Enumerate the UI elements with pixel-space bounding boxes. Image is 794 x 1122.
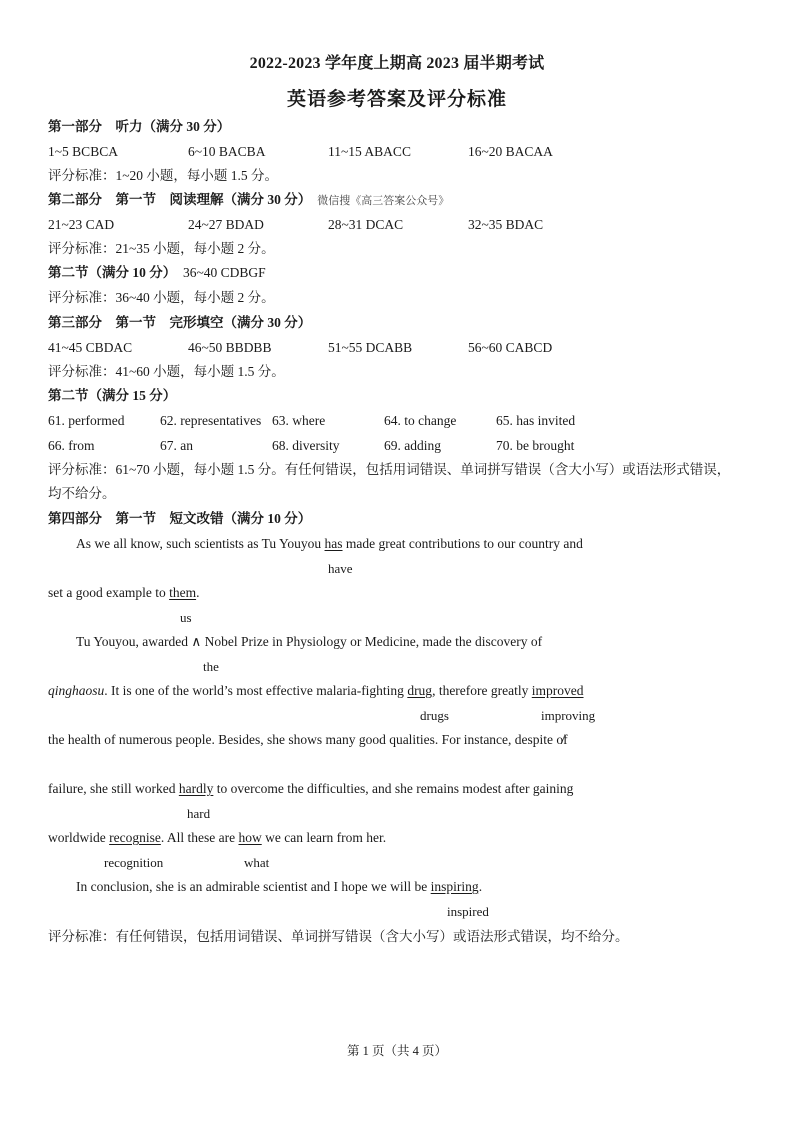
answer-group: 28~31 DCAC — [328, 217, 404, 232]
answer-group: 46~50 BBDBB — [188, 340, 272, 355]
passage-text: In conclusion, she is an admirable scientist and I hope we will be — [76, 879, 431, 894]
part2-heading-row — [48, 191, 449, 210]
part4-heading: 第四部分 第一节 短文改错（满分 10 分） — [48, 511, 312, 526]
passage-text: As we all know, such scientists as Tu Youyou — [76, 536, 325, 551]
correction: inspired — [447, 904, 489, 919]
passage-text: worldwide — [48, 830, 110, 845]
passage-line — [48, 829, 386, 847]
passage-line — [48, 682, 584, 700]
correction: recognition — [104, 855, 164, 870]
passage-text: . All these are — [160, 830, 239, 845]
answer-group: 36~40 CDBGF — [183, 265, 266, 280]
error-word: has — [324, 536, 343, 551]
page-number: 第 1 页（共 4 页） — [346, 1044, 447, 1058]
answer-group: 11~15 ABACC — [328, 144, 411, 159]
passage-text: we can learn from her. — [261, 830, 387, 845]
answer-group: 21~23 CAD — [48, 217, 115, 232]
scoring-rule: 评分标准：1~20 小题，每小题 1.5 分。 — [48, 168, 279, 183]
answer-key-title: 英语参考答案及评分标准 — [286, 89, 507, 110]
passage-text: , therefore greatly — [432, 683, 532, 698]
correction: the — [203, 659, 219, 674]
fill-answer: 62. representatives — [160, 413, 262, 428]
part2-section2-row — [48, 264, 266, 282]
error-word: recognise — [109, 830, 161, 845]
passage-line: the health of numerous people. Besides, she shows many good qualities. For instance, despite o̸f — [48, 732, 568, 747]
fill-answer: 67. an — [160, 438, 193, 453]
correction: improving — [541, 708, 596, 723]
passage-text: made great contributions to our country and — [342, 536, 583, 551]
error-word: drug — [407, 683, 433, 698]
answer-group: 16~20 BACAA — [468, 144, 553, 159]
answer-group: 41~45 CBDAC — [48, 340, 133, 355]
fill-answer: 63. where — [272, 413, 326, 428]
section-heading: 第二节（满分 10 分） — [48, 265, 177, 280]
correction: have — [328, 561, 353, 576]
passage-line — [48, 780, 573, 798]
error-word: them — [169, 585, 197, 600]
answer-group: 1~5 BCBCA — [48, 144, 118, 159]
scoring-rule: 评分标准：有任何错误，包括用词错误、单词拼写错误（含大小写）或语法形式错误，均不给分。 — [48, 929, 629, 944]
passage-text: set a good example to — [48, 585, 170, 600]
answer-group: 24~27 BDAD — [188, 217, 264, 232]
fill-answer: 68. diversity — [272, 438, 340, 453]
error-word: inspiring — [430, 879, 479, 894]
correction: what — [244, 855, 270, 870]
fill-answer: 69. adding — [384, 438, 441, 453]
fill-answer: 65. has invited — [496, 413, 576, 428]
correction: hard — [187, 806, 211, 821]
fill-answer: 64. to change — [384, 413, 457, 428]
section-heading: 第二节（满分 15 分） — [48, 388, 177, 403]
passage-text: to overcome the difficulties, and she remains modest after gaining — [213, 781, 574, 796]
part2-heading: 第二部分 第一节 阅读理解（满分 30 分） — [48, 192, 312, 207]
watermark-note: 微信搜《高三答案公众号》 — [317, 195, 450, 207]
error-word: hardly — [178, 781, 214, 796]
scoring-rule: 评分标准：21~35 小题，每小题 2 分。 — [48, 241, 275, 256]
fill-answer: 70. be brought — [496, 438, 575, 453]
passage-text: failure, she still worked — [48, 781, 179, 796]
passage-line — [76, 535, 583, 553]
exam-title: 2022-2023 学年度上期高 2023 届半期考试 — [249, 55, 545, 72]
answer-group: 6~10 BACBA — [188, 144, 266, 159]
fill-answer: 66. from — [48, 438, 95, 453]
scoring-rule: 评分标准：41~60 小题，每小题 1.5 分。 — [48, 364, 285, 379]
correction: drugs — [420, 708, 449, 723]
scoring-rule: 评分标准：61~70 小题，每小题 1.5 分。有任何错误，包括用词错误、单词拼写错误（含大小写）或语法形式错误， — [48, 462, 731, 477]
error-word: improved — [531, 683, 584, 698]
passage-line — [48, 584, 199, 602]
answer-group: 56~60 CABCD — [468, 340, 553, 355]
passage-text-italic: qinghaosu — [48, 683, 105, 698]
passage-line — [76, 878, 482, 896]
passage-line: Tu Youyou, awarded ∧ Nobel Prize in Physiology or Medicine, made the discovery of — [76, 634, 543, 649]
error-word: how — [238, 830, 262, 845]
answer-group: 51~55 DCABB — [328, 340, 413, 355]
correction: us — [180, 610, 192, 625]
passage-text: . — [196, 585, 200, 600]
passage-text: . It is one of the world’s most effective malaria-fighting — [104, 683, 408, 698]
part3-heading: 第三部分 第一节 完形填空（满分 30 分） — [48, 315, 312, 330]
scoring-rule: 评分标准：36~40 小题，每小题 2 分。 — [48, 290, 275, 305]
scoring-rule: 均不给分。 — [48, 486, 116, 501]
answer-group: 32~35 BDAC — [468, 217, 544, 232]
part1-heading: 第一部分 听力（满分 30 分） — [48, 119, 231, 134]
passage-text: . — [478, 879, 483, 894]
fill-answer: 61. performed — [48, 413, 125, 428]
